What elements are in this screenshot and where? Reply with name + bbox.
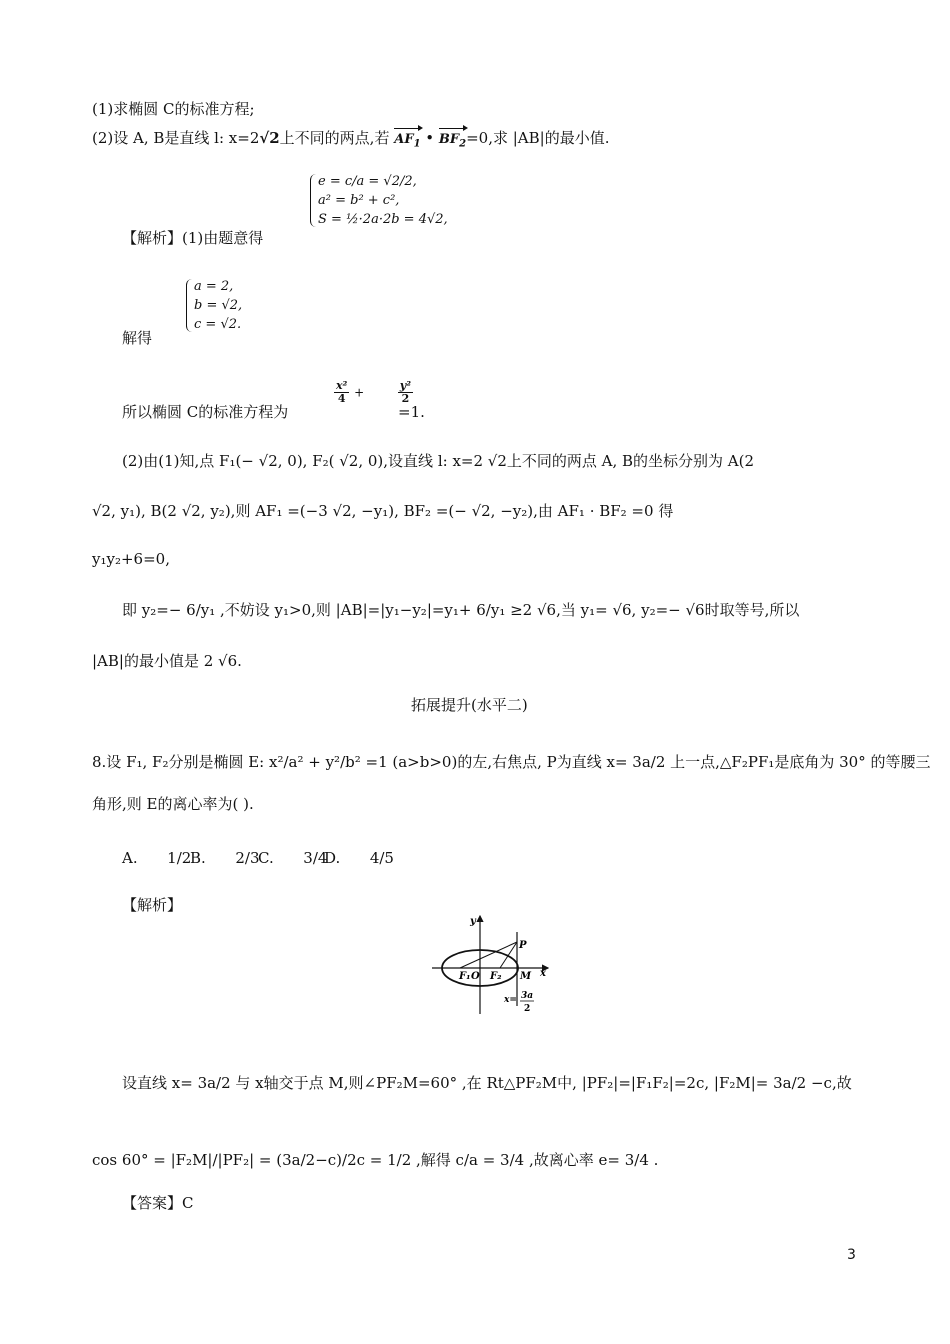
equation-system-1: e = c/a = √2/2, a² = b² + c², S = ½·2a·2b = 4√2, (318, 174, 448, 227)
solution-2-line-1: (2)由(1)知,点 F₁(− √2, 0), F₂( √2, 0),设直线 l: x=2 √2上不同的两点 A, B的坐标分别为 A(2 (122, 452, 755, 470)
solution-2-line-2: √2, y₁), B(2 √2, y₂),则 AF₁ =(−3 √2, −y₁), BF₂ =(− √2, −y₂),由 AF₁ · BF₂ =0 得 (92, 502, 674, 520)
question-8-line-1: 8.设 F₁, F₂分别是椭圆 E: x²/a² + y²/b² =1 (a>b>0)的左,右焦点, P为直线 x= 3a/2 上一点,△F₂PF₁是底角为 30° 的等腰三 (92, 753, 931, 771)
label-3a: 3a (521, 991, 534, 1001)
label-f1: F₁ (459, 971, 471, 982)
ellipse-figure (430, 910, 560, 1022)
standard-equation-text: 所以椭圆 C的标准方程为 (122, 403, 289, 421)
solution-2-line-4: 即 y₂=− 6/y₁ ,不妨设 y₁>0,则 |AB|=|y₁−y₂|=y₁+ 6/y₁ ≥2 √6,当 y₁= √6, y₂=− √6时取等号,所以 (122, 601, 800, 619)
label-y: y (470, 916, 476, 927)
label-f2: F₂ (490, 971, 502, 982)
page-number: 3 (847, 1247, 856, 1263)
choice-c: C. 3/4 (258, 849, 328, 867)
solution-8-line-1: 设直线 x= 3a/2 与 x轴交于点 M,则∠PF₂M=60° ,在 Rt△PF₂M中, |PF₂|=|F₁F₂|=2c, |F₂M|= 3a/2 −c,故 (122, 1074, 852, 1092)
solution-2-line-5: |AB|的最小值是 2 √6. (92, 652, 242, 670)
equation-equals-one: =1. (398, 403, 425, 421)
label-m: M (520, 971, 532, 982)
choice-d: D. 4/5 (324, 849, 394, 867)
solve-label: 解得 (122, 329, 153, 347)
answer: 【答案】C (122, 1194, 194, 1212)
solution-label-8: 【解析】 (122, 896, 183, 914)
label-x: x (540, 968, 546, 979)
section-heading: 拓展提升(水平二) (411, 696, 528, 714)
ellipse-equation: $\frac{\text{x²}}{4}$ + $\frac{\text{y²}}{2}$ (336, 379, 412, 405)
solution-label-1: 【解析】(1)由题意得 (122, 229, 264, 247)
vector-af1: $AF_1$ (394, 127, 420, 155)
label-o: O (471, 971, 480, 982)
choice-a: A. 1/2 (122, 849, 192, 867)
choice-b: B. 2/3 (190, 849, 260, 867)
label-x-eq: x= (504, 995, 517, 1005)
solution-2-line-3: y₁y₂+6=0, (92, 550, 170, 568)
equation-system-2: a = 2, b = √2, c = √2. (194, 279, 243, 332)
label-p: P (519, 940, 527, 951)
label-2: 2 (524, 1004, 531, 1014)
solution-8-line-2: cos 60° = |F₂M|/|PF₂| = (3a/2−c)/2c = 1/2 ,解得 c/a = 3/4 ,故离心率 e= 3/4 . (92, 1151, 659, 1169)
question-8-line-2: 角形,则 E的离心率为( ). (92, 795, 254, 813)
vector-bf2: $BF_2$ (439, 127, 466, 155)
question-part-1: (1)求椭圆 C的标准方程; (92, 100, 255, 118)
question-part-2: (2)设 A, B是直线 l: x=2√2上不同的两点,若 $AF_1$ • $BF_2=0$,求 |AB|的最小值. (92, 127, 610, 155)
